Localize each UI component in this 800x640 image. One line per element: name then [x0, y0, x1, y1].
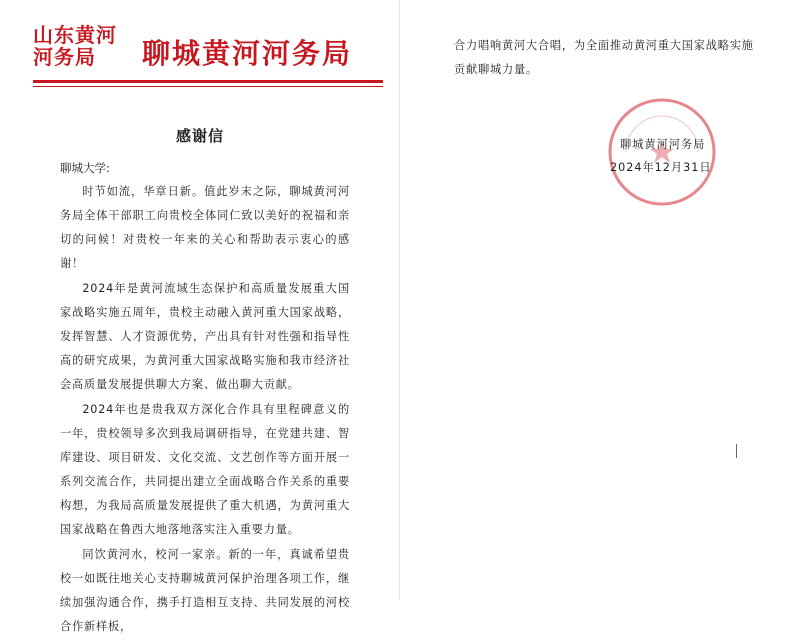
scan-mark	[736, 444, 737, 458]
letter-continuation: 合力唱响黄河大合唱，为全面推动黄河重大国家战略实施贡献聊城力量。	[454, 39, 754, 76]
letterhead-provincial-line1: 山东黄河	[33, 23, 117, 47]
letter-signature: 聊城黄河河务局	[620, 138, 706, 151]
official-seal-icon	[606, 96, 718, 208]
letter-paragraph: 时节如流，华章日新。值此岁末之际，聊城黄河河务局全体干部职工向贵校全体同仁致以美好的祝福和亲切的问候！对贵校一年来的关心和帮助表示衷心的感谢！	[60, 185, 350, 270]
letter-paragraph: 同饮黄河水，校河一家亲。新的一年，真诚希望贵校一如既往地关心支持聊城黄河保护治理各项工作，继续加强沟通合作，携手打造相互支持、共同发展的河校合作新样板，	[60, 548, 350, 633]
letter-paragraph: 2024年也是贵我双方深化合作具有里程碑意义的一年，贵校领导多次到我局调研指导，在党建共建、智库建设、项目研发、文化交流、文艺创作等方面开展一系列交流合作，共同提出建立全面战略合作关系的重要构想，为我局高质量发展提供了重大机遇，为黄河重大国家战略在鲁西大地落地落实注入重要力量。	[60, 403, 350, 536]
letter-body	[60, 180, 350, 640]
letter-title: 感谢信	[175, 127, 224, 145]
letterhead-red-rule-thin	[33, 86, 383, 87]
letterhead-city-bureau: 聊城黄河河务局	[142, 37, 353, 70]
letterhead-red-rule	[33, 80, 383, 83]
letter-page-left	[0, 0, 400, 633]
letter-date: 2024年12月31日	[610, 161, 712, 174]
letterhead-provincial-bureau	[33, 24, 137, 68]
letterhead-provincial-line2: 河务局	[33, 45, 96, 69]
letter-paragraph: 2024年是黄河流域生态保护和高质量发展重大国家战略实施五周年，贵校主动融入黄河重大国家战略，发挥智慧、人才资源优势，产出具有针对性强和指导性高的研究成果，为黄河重大国家战略实施和我市经济社会高质量发展提供聊大方案、做出聊大贡献。	[60, 282, 350, 391]
letter-salutation: 聊城大学:	[60, 161, 110, 175]
letter-page-right	[400, 0, 800, 600]
